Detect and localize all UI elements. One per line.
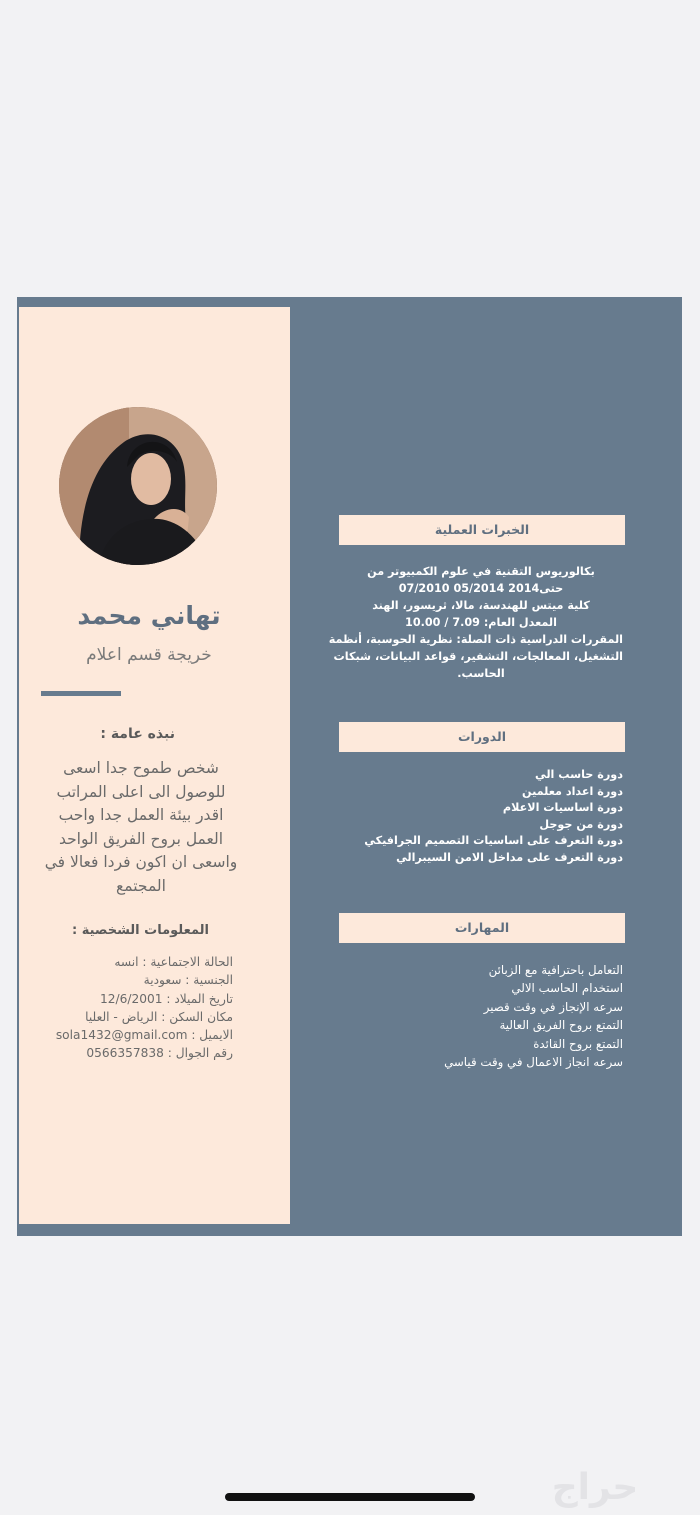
skills-list: [339, 961, 623, 1071]
skill-item: استخدام الحاسب الالي: [511, 981, 623, 996]
name-block: [59, 601, 239, 630]
course-item: دورة اعداد معلمين: [522, 784, 623, 798]
experience-heading: الخبرات العملية: [339, 515, 625, 545]
experience-line: المعدل العام: 7.09 / 10.00: [405, 616, 557, 629]
experience-line: الحاسب.: [457, 667, 505, 680]
info-marital-status: الحالة الاجتماعية : انسه: [114, 955, 233, 969]
candidate-subtitle: خريجة قسم اعلام: [86, 645, 212, 665]
divider-line: [41, 691, 121, 696]
course-item: دورة حاسب الي: [535, 768, 623, 781]
skill-item: سرعه انجاز الاعمال في وقت قياسي: [444, 1055, 623, 1070]
course-item: دورة التعرف على اساسيات التصميم الجرافيكي: [364, 834, 623, 848]
profile-photo-illustration: [59, 407, 217, 565]
experience-line: المقررات الدراسية ذات الصلة: نظرية الحوسبة، أنظمة: [328, 633, 623, 646]
profile-photo: [59, 407, 217, 565]
info-phone: رقم الجوال : 0566357838: [86, 1046, 233, 1061]
skill-item: التمتع بروح القائدة: [533, 1036, 623, 1051]
courses-heading: الدورات: [339, 722, 625, 752]
about-text: شخص طموح جدا اسعى للوصول الى اعلى المراتب اقدر بيئة العمل جدا واحب العمل بروح الفريق الواحد واسعى ان اكون فردا فعالا في المجتمع: [44, 759, 238, 895]
about-heading: نبذه عامة :: [100, 726, 175, 742]
skills-heading: المهارات: [339, 913, 625, 943]
course-item: دورة من جوجل: [539, 817, 623, 831]
personal-info-heading: المعلومات الشخصية :: [71, 923, 209, 938]
haraj-watermark: حراج: [551, 1467, 639, 1508]
info-email: الايميل : sola1432@gmail.com: [55, 1028, 233, 1043]
info-residence: مكان السكن : الرياض - العليا: [85, 1009, 233, 1024]
candidate-name: تهاني محمد: [77, 601, 221, 630]
course-item: دورة اساسيات الاعلام: [502, 801, 623, 815]
experience-line: التشغيل، المعالجات، التشفير، قواعد البيانات، شبكات: [333, 650, 623, 663]
profile-panel: [19, 307, 290, 1224]
personal-info-list: [43, 953, 233, 1063]
resume-card: [17, 297, 682, 1236]
skill-item: التعامل باحترافية مع الزبائن: [488, 963, 623, 977]
info-birth-date: تاريخ الميلاد : 12/6/2001: [99, 991, 233, 1006]
info-nationality: الجنسية : سعودية: [143, 973, 233, 988]
course-item: دورة التعرف على مداخل الامن السيبرالي: [396, 850, 623, 864]
skill-item: التمتع بروح الفريق العالية: [499, 1018, 623, 1033]
home-indicator[interactable]: [225, 1493, 475, 1501]
experience-line: كلية ميتس للهندسة، مالا، ثريسور، الهند: [372, 599, 590, 612]
experience-line: بكالوريوس التقنية في علوم الكمبيوتر من: [367, 565, 595, 578]
experience-line: حتى2014 05/2014 07/2010: [398, 582, 564, 595]
courses-list: [339, 767, 623, 867]
experience-text: [328, 563, 623, 682]
skill-item: سرعه الإنجاز في وقت قصير: [483, 999, 623, 1014]
